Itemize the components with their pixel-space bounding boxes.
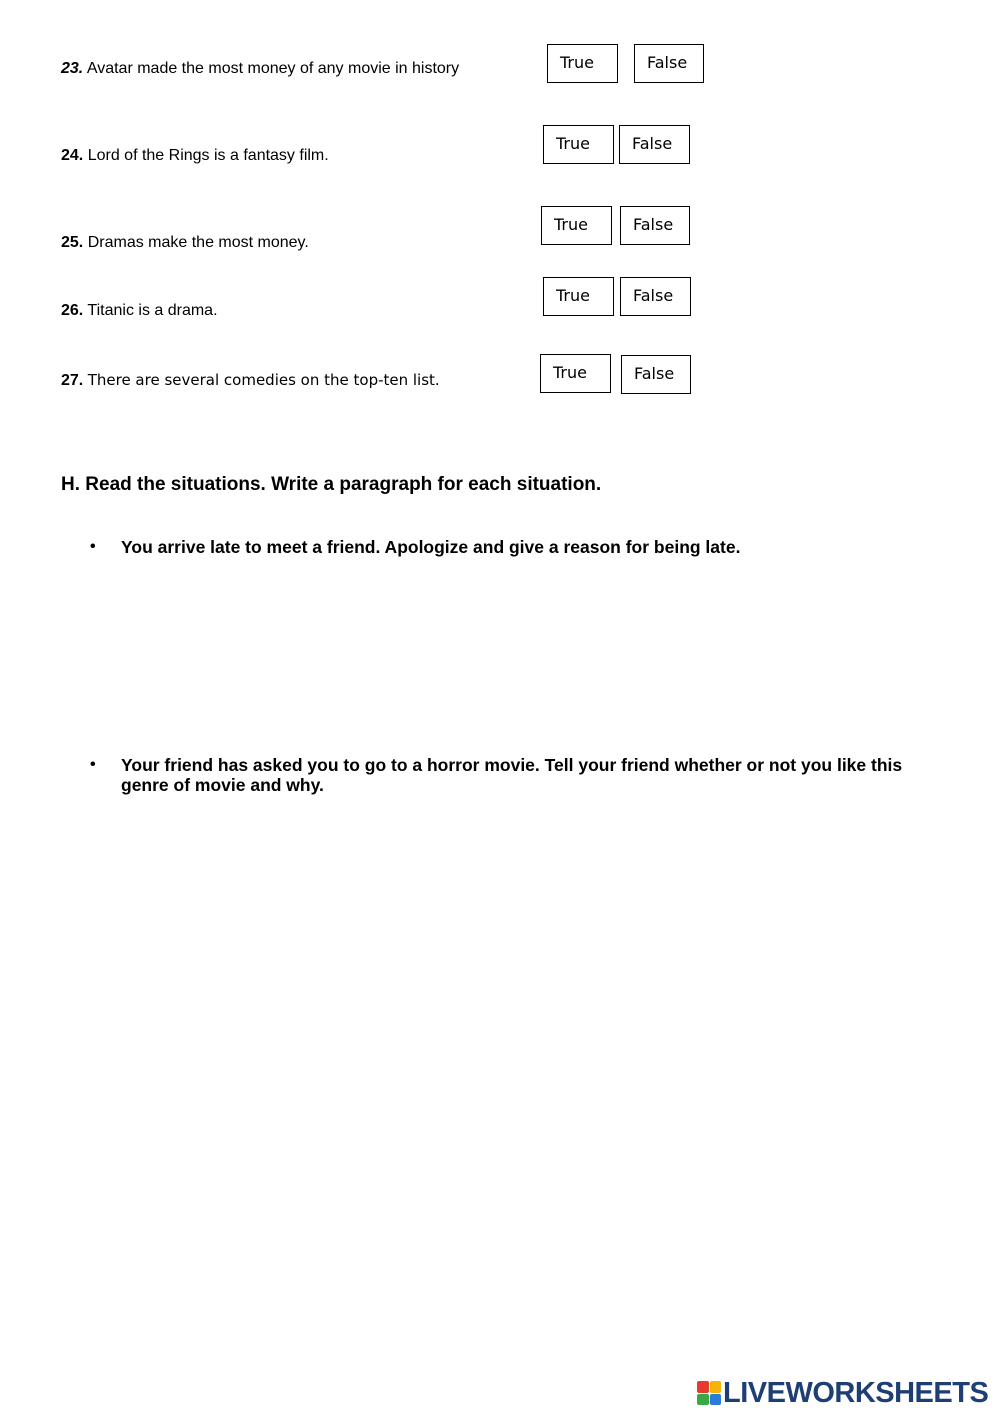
question-text: Dramas make the most money. [87,234,309,251]
question-text: Avatar made the most money of any movie in history [86,60,460,77]
brand-name: LIVEWORKSHEETS [723,1376,989,1409]
liveworksheets-logo-icon [697,1381,721,1405]
bullet-marker: • [90,756,96,773]
question-26 [61,302,218,320]
true-button-26[interactable]: True [543,277,614,316]
false-button-24[interactable]: False [619,125,690,164]
bullet-marker: • [90,538,96,555]
logo-tile-blue [710,1394,722,1406]
section-h-heading: H. Read the situations. Write a paragraph for each situation. [61,474,602,495]
question-number: 26. [61,302,84,319]
question-text: Lord of the Rings is a fantasy film. [87,147,329,164]
question-text: There are several comedies on the top-ten list. [87,371,440,389]
false-button-25[interactable]: False [620,206,690,245]
question-number: 23. [61,60,84,77]
question-24 [61,147,329,165]
question-text: Titanic is a drama. [87,302,218,319]
false-button-27[interactable]: False [621,355,691,394]
question-number: 27. [61,372,84,389]
false-button-26[interactable]: False [620,277,691,316]
true-button-23[interactable]: True [547,44,618,83]
question-23 [61,60,459,78]
situation-2: Your friend has asked you to go to a horror movie. Tell your friend whether or not you like this genre of movie and why. [121,755,903,795]
liveworksheets-logo [697,1378,988,1408]
logo-tile-yellow [710,1381,722,1393]
question-25 [61,234,309,252]
situation-1: You arrive late to meet a friend. Apologize and give a reason for being late. [121,537,741,557]
question-27 [61,371,440,390]
true-button-25[interactable]: True [541,206,612,245]
question-number: 24. [61,147,84,164]
question-number: 25. [61,234,84,251]
logo-tile-red [697,1381,709,1393]
true-button-24[interactable]: True [543,125,614,164]
logo-tile-green [697,1394,709,1406]
true-button-27[interactable]: True [540,354,611,393]
false-button-23[interactable]: False [634,44,704,83]
